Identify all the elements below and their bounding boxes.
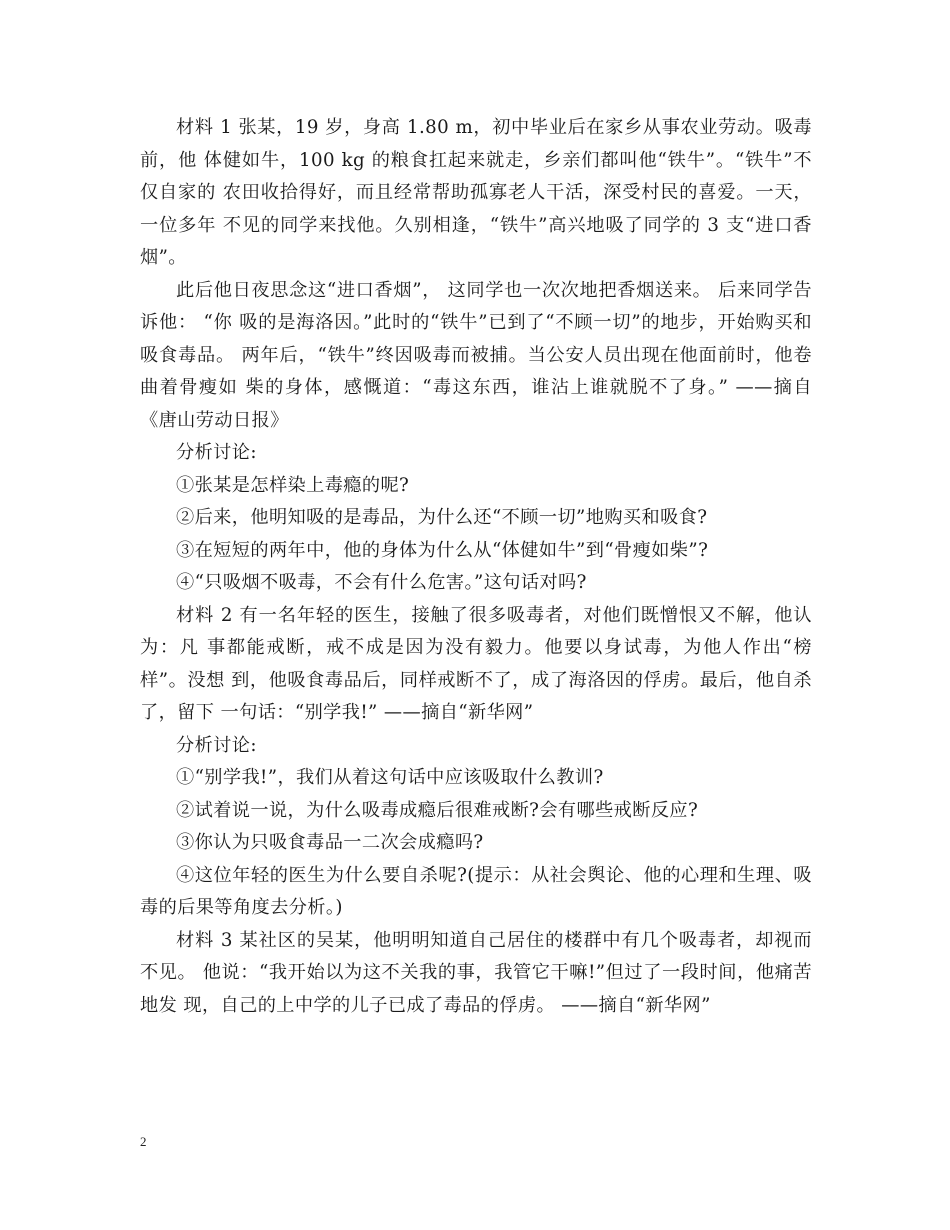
question-item: ②试着说一说，为什么吸毒成瘾后很难戒断?会有哪些戒断反应? bbox=[176, 799, 699, 821]
document-body bbox=[140, 112, 812, 1022]
question-item: ①“别学我!”，我们从着这句话中应该吸取什么教训? bbox=[176, 767, 604, 788]
question-item: ②后来，他明知吸的是毒品，为什么还“不顾一切”地购买和吸食? bbox=[176, 507, 708, 528]
material-2-paragraph: 材料 2 有一名年轻的医生，接触了很多吸毒者，对他们既憎恨又不解，他认为：凡 事都能戒断，戒不成是因为没有毅力。他要以身试毒，为他人作出“榜样”。没想 到，他吸食毒品后，同样戒断不了，成了海洛因的俘虏。最后，他自杀了，留下 一句话：“别学我!” ——摘自“新华网” bbox=[140, 604, 812, 723]
question-item: ④这位年轻的医生为什么要自杀呢?(提示：从社会舆论、他的心理和生理、吸毒的后果等角度去分析。) bbox=[140, 864, 812, 918]
discussion-heading: 分析讨论: bbox=[176, 442, 257, 463]
page-number: 2 bbox=[140, 1134, 147, 1149]
material-1-continued-paragraph: 此后他日夜思念这“进口香烟”， 这同学也一次次地把香烟送来。 后来同学告诉他： “你 吸的是海洛因。”此时的“铁牛”已到了“不顾一切”的地步，开始购买和吸食毒品。 两年后，“铁牛”终因吸毒而被捕。当公安人员出现在他面前时，他卷曲着骨瘦如 柴的身体，感慨道：“毒这东西，谁沾上谁就脱不了身。” ——摘自《唐山劳动日报》 bbox=[140, 279, 812, 431]
question-item: ①张某是怎样染上毒瘾的呢? bbox=[176, 474, 410, 496]
question-item: ③你认为只吸食毒品一二次会成瘾吗? bbox=[176, 832, 484, 853]
material-1-paragraph: 材料 1 张某，19 岁，身高 1.80 m，初中毕业后在家乡从事农业劳动。吸毒前，他 体健如牛，100 kg 的粮食扛起来就走，乡亲们都叫他“铁牛”。“铁牛”不仅自家的 农田收拾得好，而且经常帮助孤寡老人干活，深受村民的喜爱。一天，一位多年 不见的同学来找他。久别相逢，“铁牛”高兴地吸了同学的 3 支“进口香烟”。 bbox=[140, 117, 812, 268]
discussion-heading: 分析讨论: bbox=[176, 734, 257, 756]
question-item: ④“只吸烟不吸毒，不会有什么危害。”这句话对吗? bbox=[176, 572, 587, 593]
material-3-paragraph: 材料 3 某社区的吴某，他明明知道自己居住的楼群中有几个吸毒者，却视而不见。 他说：“我开始以为这不关我的事，我管它干嘛!”但过了一段时间，他痛苦地发 现，自己的上中学的儿子已成了毒品的俘虏。 ——摘自“新华网” bbox=[140, 929, 812, 1016]
question-item: ③在短短的两年中，他的身体为什么从“体健如牛”到“骨瘦如柴”? bbox=[176, 539, 709, 561]
